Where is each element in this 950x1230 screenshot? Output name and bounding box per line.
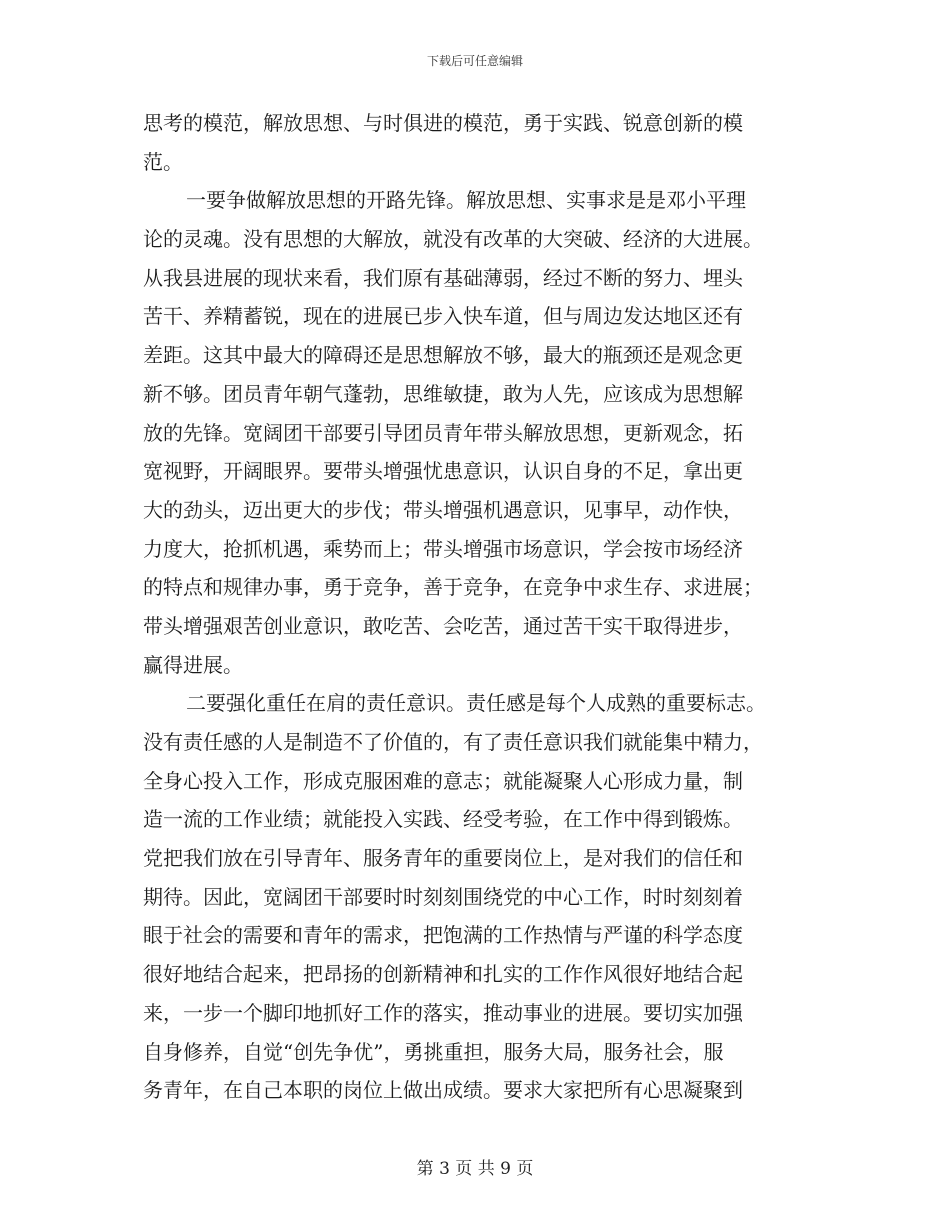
text-line: 期待。因此，宽阔团干部要时时刻刻围绕党的中心工作，时时刻刻着: [143, 884, 743, 909]
document-body: [143, 104, 813, 1110]
text-line: 放的先锋。宽阔团干部要引导团员青年带头解放思想，更新观念，拓: [143, 420, 743, 445]
text-line: 大的劲头，迈出更大的步伐；带头增强机遇意识，见事早，动作快，: [143, 497, 743, 522]
text-line: 来，一步一个脚印地抓好工作的落实，推动事业的进展。要切实加强: [143, 1000, 743, 1025]
text-line: 宽视野，开阔眼界。要带头增强忧患意识，认识自身的不足，拿出更: [143, 459, 743, 484]
text-line: 眼于社会的需要和青年的需求，把饱满的工作热情与严谨的科学态度: [143, 923, 743, 948]
text-line: 自身修养，自觉“创先争优”，勇挑重担，服务大局，服务社会，服: [143, 1039, 724, 1064]
text-line: 赢得进展。: [143, 652, 243, 677]
text-line: 范。: [143, 149, 183, 174]
text-line: 很好地结合起来，把昂扬的创新精神和扎实的工作作风很好地结合起: [143, 962, 743, 987]
page-footer: 第 3 页 共 9 页: [416, 1159, 534, 1179]
text-line: 新不够。团员青年朝气蓬勃，思维敏捷，敢为人先，应该成为思想解: [143, 381, 743, 406]
text-line: 论的灵魂。没有思想的大解放，就没有改革的大突破、经济的大进展。: [143, 227, 763, 252]
text-line: 思考的模范，解放思想、与时俱进的模范，勇于实践、锐意创新的模: [143, 111, 743, 135]
text-line: 党把我们放在引导青年、服务青年的重要岗位上，是对我们的信任和: [143, 846, 743, 871]
text-line: 务青年，在自己本职的岗位上做出成绩。要求大家把所有心思凝聚到: [143, 1078, 743, 1103]
text-line: 苦干、养精蓄锐，现在的进展已步入快车道，但与周边发达地区还有: [143, 304, 743, 329]
page-header: 下载后可任意编辑: [426, 54, 523, 68]
text-line: 造一流的工作业绩；就能投入实践、经受考验，在工作中得到锻炼。: [143, 807, 743, 832]
text-line: 全身心投入工作，形成克服困难的意志；就能凝聚人心形成力量，制: [143, 768, 743, 793]
paragraph-start-line: 二要强化重任在肩的责任意识。责任感是每个人成熟的重要标志。: [186, 691, 766, 716]
paragraph-start-line: 一要争做解放思想的开路先锋。解放思想、实事求是是邓小平理: [186, 188, 746, 213]
text-line: 从我县进展的现状来看，我们原有基础薄弱，经过不断的努力、埋头: [143, 265, 743, 290]
text-line: 差距。这其中最大的障碍还是思想解放不够，最大的瓶颈还是观念更: [143, 343, 743, 368]
text-line: 带头增强艰苦创业意识，敢吃苦、会吃苦，通过苦干实干取得进步，: [143, 613, 743, 638]
text-line: 力度大，抢抓机遇，乘势而上；带头增强市场意识，学会按市场经济: [143, 536, 743, 561]
text-line: 的特点和规律办事，勇于竞争，善于竞争，在竞争中求生存、求进展；: [143, 575, 763, 600]
text-line: 没有责任感的人是制造不了价值的，有了责任意识我们就能集中精力，: [143, 730, 763, 754]
